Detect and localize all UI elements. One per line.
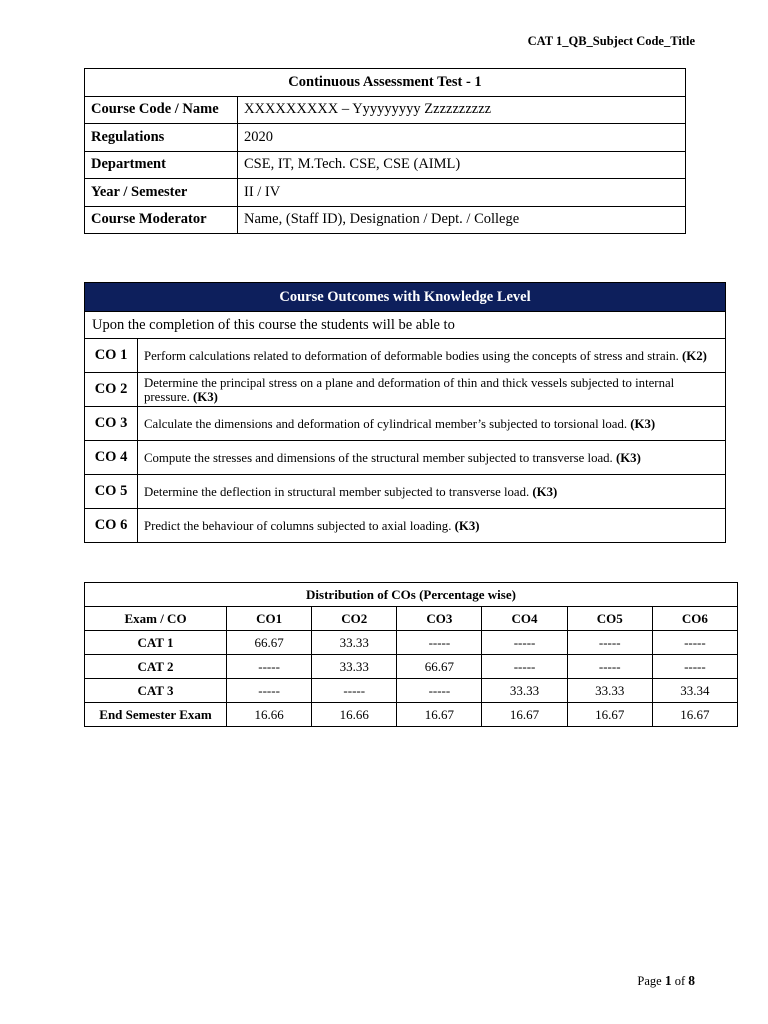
table-cell: 33.33 [312,655,397,679]
info-label: Regulations [85,124,238,152]
knowledge-level: (K3) [454,518,480,533]
co-label: CO 3 [85,407,138,441]
of-word: of [674,974,686,988]
table-cell: 33.34 [652,679,737,703]
info-value: XXXXXXXXX – Yyyyyyyyy Zzzzzzzzzz [238,96,686,124]
column-header: CO2 [312,607,397,631]
table-row [85,655,738,679]
co-distribution-table [84,582,738,727]
co-text: Determine the deflection in structural member subjected to transverse load. [144,484,530,499]
co-description [138,509,726,543]
info-row [85,179,686,207]
page-word: Page [637,974,662,988]
co-text: Calculate the dimensions and deformation of cylindrical member’s subjected to torsional load. [144,416,628,431]
table-cell: 16.66 [312,703,397,727]
co-text: Predict the behaviour of columns subjected to axial loading. [144,518,452,533]
distribution-title: Distribution of COs (Percentage wise) [85,583,738,607]
test-title: Continuous Assessment Test - 1 [85,69,686,97]
co-description [138,373,726,407]
table-cell: ----- [652,655,737,679]
co-description [138,339,726,373]
info-row [85,124,686,152]
info-value: Name, (Staff ID), Designation / Dept. / College [238,206,686,234]
exam-label: CAT 2 [85,655,227,679]
outcome-row [85,407,726,441]
table-cell: 33.33 [567,679,652,703]
info-label: Course Code / Name [85,96,238,124]
page-number [637,973,695,989]
knowledge-level: (K2) [682,348,707,363]
info-value: 2020 [238,124,686,152]
knowledge-level: (K3) [532,484,558,499]
co-description [138,441,726,475]
outcomes-intro: Upon the completion of this course the students will be able to [85,312,726,339]
table-cell: 66.67 [227,631,312,655]
outcome-row [85,441,726,475]
table-row [85,703,738,727]
co-label: CO 2 [85,373,138,407]
info-row [85,96,686,124]
table-cell: ----- [312,679,397,703]
table-row [85,679,738,703]
table-cell: 16.66 [227,703,312,727]
outcome-row [85,509,726,543]
table-cell: ----- [227,679,312,703]
column-header: CO5 [567,607,652,631]
exam-label: CAT 1 [85,631,227,655]
knowledge-level: (K3) [630,416,656,431]
outcomes-intro-row [85,312,726,339]
outcome-row [85,475,726,509]
info-row [85,206,686,234]
table-cell: ----- [652,631,737,655]
table-row [85,631,738,655]
info-label: Course Moderator [85,206,238,234]
table-cell: 33.33 [312,631,397,655]
table-cell: ----- [482,655,567,679]
total-pages: 8 [688,973,695,988]
test-info-table [84,68,686,234]
current-page: 1 [664,973,672,988]
table-cell: 16.67 [567,703,652,727]
column-header: Exam / CO [85,607,227,631]
knowledge-level: (K3) [615,450,641,465]
co-text: Perform calculations related to deformation of deformable bodies using the concepts of stress and strain. [144,348,679,363]
table-cell: 33.33 [482,679,567,703]
table-cell: 16.67 [652,703,737,727]
co-label: CO 1 [85,339,138,373]
column-header: CO6 [652,607,737,631]
co-label: CO 5 [85,475,138,509]
co-description [138,407,726,441]
info-value: CSE, IT, M.Tech. CSE, CSE (AIML) [238,151,686,179]
table-cell: 66.67 [397,655,482,679]
info-row [85,151,686,179]
info-label: Department [85,151,238,179]
table-cell: ----- [567,631,652,655]
column-header: CO4 [482,607,567,631]
column-header: CO3 [397,607,482,631]
info-value: II / IV [238,179,686,207]
co-label: CO 6 [85,509,138,543]
table-title-row [85,69,686,97]
co-label: CO 4 [85,441,138,475]
column-header: CO1 [227,607,312,631]
outcomes-header-row [85,283,726,312]
distribution-title-row [85,583,738,607]
table-cell: ----- [227,655,312,679]
co-text: Compute the stresses and dimensions of the structural member subjected to transverse load. [144,450,613,465]
outcomes-title: Course Outcomes with Knowledge Level [85,283,726,312]
exam-label: CAT 3 [85,679,227,703]
table-cell: ----- [397,679,482,703]
info-label: Year / Semester [85,179,238,207]
distribution-header-row [85,607,738,631]
table-cell: ----- [567,655,652,679]
outcome-row [85,339,726,373]
exam-label: End Semester Exam [85,703,227,727]
table-cell: ----- [397,631,482,655]
knowledge-level: (K3) [193,389,218,404]
document-code: CAT 1_QB_Subject Code_Title [527,34,695,48]
co-description [138,475,726,509]
outcome-row [85,373,726,407]
table-cell: ----- [482,631,567,655]
co-text: Determine the principal stress on a plane and deformation of thin and thick vessels subjected to internal pressure. [144,375,675,404]
table-cell: 16.67 [482,703,567,727]
course-outcomes-table [84,282,726,543]
table-cell: 16.67 [397,703,482,727]
